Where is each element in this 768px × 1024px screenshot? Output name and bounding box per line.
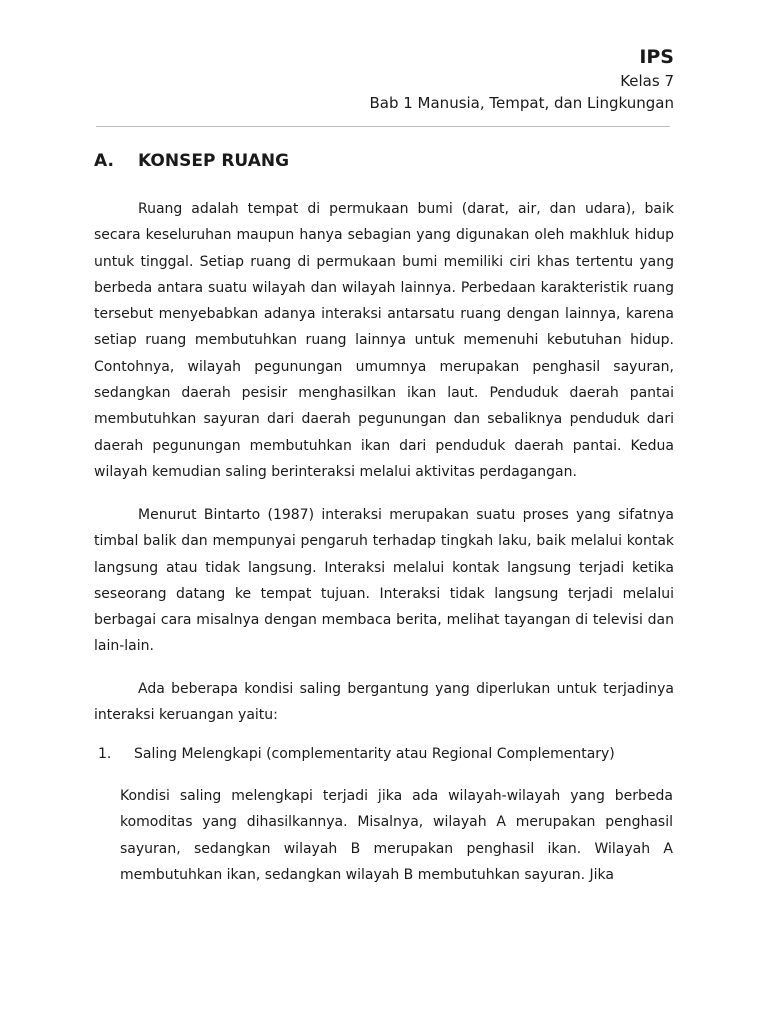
section-number: A. [94,151,114,171]
page-header [369,44,674,114]
list-item-paragraph: Kondisi saling melengkapi terjadi jika ada wilayah-wilayah yang berbeda komoditas yang dihasilkannya. Misalnya, wilayah A merupakan penghasil sayuran, sedangkan wilayah B merupakan penghasil ikan. Wilayah A membutuhkan ikan, sedangkan wilayah B membutuhkan sayuran. Jika [120,788,673,883]
chapter-label: Bab 1 Manusia, Tempat, dan Lingkungan [369,94,674,112]
paragraph: Ada beberapa kondisi saling bergantung yang diperlukan untuk terjadinya interaksi keruangan yaitu: [94,681,674,724]
section-heading [94,149,289,173]
header-divider [96,126,670,127]
grade-label: Kelas 7 [620,72,674,90]
list-item-label: Saling Melengkapi (complementarity atau Regional Complementary) [134,746,615,762]
list-item-number: 1. [98,746,112,762]
list-item [98,741,615,767]
section-title: KONSEP RUANG [138,151,290,171]
paragraph: Ruang adalah tempat di permukaan bumi (darat, air, dan udara), baik secara keseluruhan maupun hanya sebagian yang digunakan oleh makhluk hidup untuk tinggal. Setiap ruang di permukaan bumi memiliki ciri khas tertentu yang berbeda antara suatu wilayah dan wilayah lainnya. Perbedaan karakteristik ruang tersebut menyebabkan adanya interaksi antarsatu ruang dengan lainnya, karena setiap ruang membutuhkan ruang lainnya untuk memenuhi kebutuhan hidup. Contohnya, wilayah pegunungan umumnya merupakan penghasil sayuran, sedangkan daerah pesisir menghasilkan ikan laut. Penduduk daerah pantai membutuhkan sayuran dari daerah pegunungan dan sebaliknya penduduk dari daerah pegunungan membutuhkan ikan dari penduduk daerah pantai. Kedua wilayah kemudian saling berinteraksi melalui aktivitas perdagangan. [94,201,674,480]
paragraph: Menurut Bintarto (1987) interaksi merupakan suatu proses yang sifatnya timbal balik dan mempunyai pengaruh terhadap tingkah laku, baik melalui kontak langsung atau tidak langsung. Interaksi melalui kontak langsung terjadi ketika seseorang datang ke tempat tujuan. Interaksi tidak langsung terjadi melalui berbagai cara misalnya dengan membaca berita, melihat tayangan di televisi dan lain-lain. [94,507,674,655]
subject-title: IPS [639,46,674,68]
